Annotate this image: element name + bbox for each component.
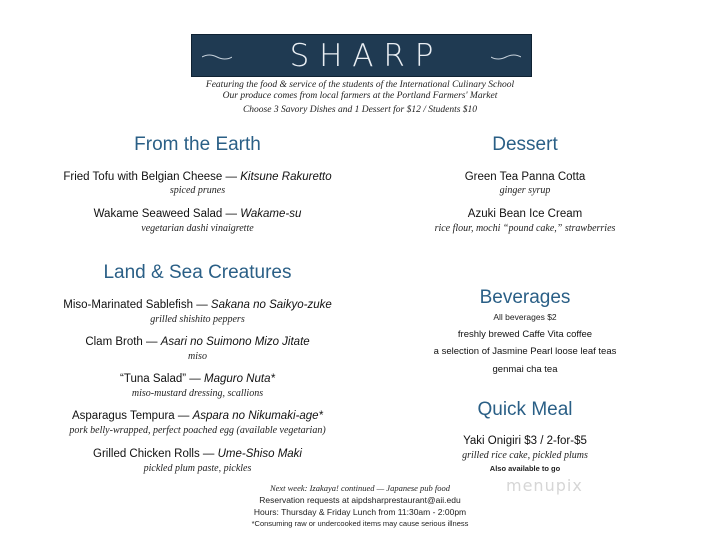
quick-meal-description: grilled rice cake, pickled plums — [462, 450, 588, 461]
dish-description: pickled plum paste, pickles — [143, 463, 252, 474]
dessert-description: rice flour, mochi “pound cake,” strawberries — [434, 223, 616, 234]
section-title-beverages: Beverages — [479, 287, 571, 308]
beverage-item: genmai cha tea — [492, 364, 558, 375]
dish-description: spiced prunes — [169, 185, 226, 196]
section-title-land-sea: Land & Sea Creatures — [103, 262, 292, 283]
dish-name: Miso-Marinated Sablefish — Sakana no Saikyo-zuke — [63, 299, 332, 311]
dish-description: miso — [188, 351, 207, 362]
dish-name: Clam Broth — Asari no Suimono Mizo Jitate — [85, 336, 310, 348]
offer-line: Choose 3 Savory Dishes and 1 Dessert for $12 / Students $10 — [242, 105, 478, 115]
section-title-quick-meal: Quick Meal — [477, 399, 573, 420]
dish-name: Asparagus Tempura — Aspara no Nikumaki-age* — [71, 410, 323, 422]
quick-meal-item: Yaki Onigiri $3 / 2-for-$5 — [463, 435, 587, 447]
dessert-name: Green Tea Panna Cotta — [464, 171, 586, 183]
to-go-note: Also available to go — [489, 464, 561, 473]
dish-name: Grilled Chicken Rolls — Ume-Shiso Maki — [93, 448, 302, 460]
ornament-icon — [202, 53, 232, 61]
dessert-name: Azuki Bean Ice Cream — [467, 208, 583, 220]
next-week-note: Next week: Izakaya! continued — Japanese pub food — [269, 483, 451, 493]
section-title-dessert: Dessert — [492, 134, 558, 155]
dish-description: vegetarian dashi vinaigrette — [141, 223, 254, 234]
ornament-icon — [491, 53, 521, 61]
dish-description: grilled shishito peppers — [150, 314, 245, 325]
section-title-earth: From the Earth — [134, 134, 261, 155]
hours-note: Hours: Thursday & Friday Lunch from 11:30am - 2:00pm — [253, 507, 467, 517]
dish-name: Wakame Seaweed Salad — Wakame-su — [93, 208, 302, 220]
intro-line-1: Featuring the food & service of the students of the International Culinary School — [205, 80, 515, 90]
logo-banner — [191, 34, 532, 77]
intro-line-2: Our produce comes from local farmers at the Portland Farmers' Market — [222, 91, 498, 101]
beverages-note: All beverages $2 — [493, 312, 557, 322]
dish-description: pork belly-wrapped, perfect poached egg (available vegetarian) — [69, 425, 326, 436]
dish-name: “Tuna Salad” — Maguro Nuta* — [120, 373, 275, 385]
dish-name: Fried Tofu with Belgian Cheese — Kitsune Rakuretto — [63, 171, 332, 183]
beverage-item: freshly brewed Caffe Vita coffee — [457, 329, 593, 340]
dessert-description: ginger syrup — [499, 185, 551, 196]
dish-description: miso-mustard dressing, scallions — [131, 388, 264, 399]
beverage-item: a selection of Jasmine Pearl loose leaf teas — [433, 346, 617, 357]
menupix-watermark: menupix — [506, 476, 583, 495]
disclaimer: *Consuming raw or undercooked items may cause serious illness — [251, 519, 469, 528]
reservation-note: Reservation requests at aipdsharprestaurant@aii.edu — [259, 495, 461, 505]
logo-text: S H A R P — [289, 37, 434, 74]
